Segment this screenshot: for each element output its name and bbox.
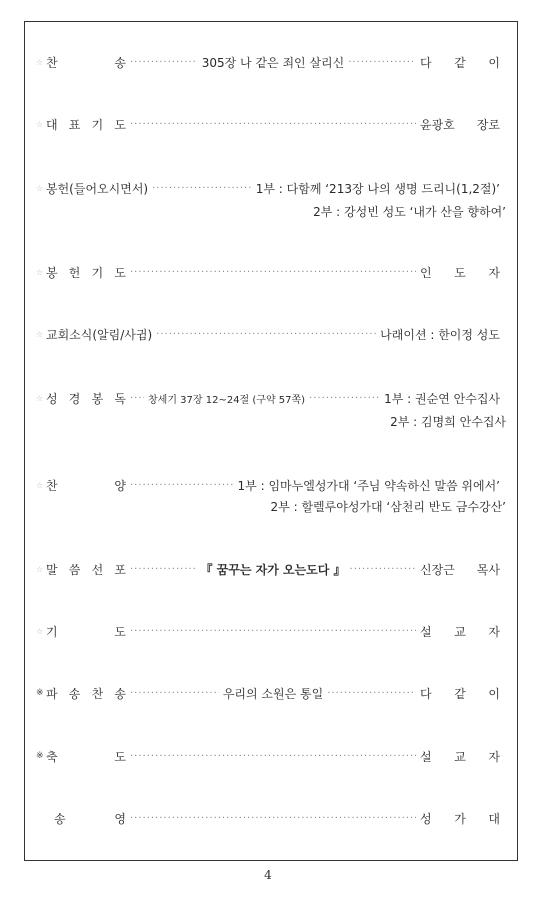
order-item-doxology — [36, 808, 500, 828]
hollow-star-icon: ☆ — [36, 329, 44, 339]
sermon-title: 『 꿈꾸는 자가 오는도다 』 — [200, 562, 346, 577]
hollow-star-icon: ☆ — [36, 183, 44, 193]
reference-mark-icon: ※ — [36, 688, 44, 698]
bulletin-frame — [24, 21, 518, 861]
order-item-choir-anthem — [36, 475, 500, 495]
order-item-representative-prayer — [36, 114, 500, 134]
item-label: 기 도 — [46, 624, 126, 639]
order-item-church-news — [36, 324, 500, 344]
item-label: 축 도 — [46, 749, 126, 764]
dot-leader — [130, 688, 219, 699]
order-item-scripture-reading-sub: 2부 : 김명희 안수집사 — [390, 415, 506, 429]
item-person: 다 같 이 — [420, 686, 500, 701]
dot-leader — [130, 564, 196, 575]
dot-leader — [348, 57, 416, 68]
dot-leader — [309, 393, 380, 404]
item-person: 나래이션 : 한이정 성도 — [380, 327, 500, 342]
item-person: 윤광호 장로 — [420, 117, 500, 132]
order-item-offering — [36, 178, 500, 198]
order-item-sermon — [36, 559, 500, 579]
item-content: 305장 나 같은 죄인 살리신 — [201, 55, 345, 70]
item-label: 성 경 봉 독 — [46, 391, 126, 406]
hollow-star-icon: ☆ — [36, 480, 44, 490]
item-label: 찬 송 — [46, 55, 126, 70]
item-label: 송 영 — [54, 811, 126, 826]
item-content: 우리의 소원은 통일 — [222, 686, 324, 701]
item-label: 봉헌(들어오시면서) — [46, 181, 149, 196]
dot-leader — [130, 813, 416, 824]
dot-leader — [130, 751, 416, 762]
item-person: 1부 : 권순연 안수집사 — [384, 391, 500, 406]
item-person: 설 교 자 — [420, 624, 500, 639]
item-label: 찬 양 — [46, 478, 126, 493]
order-item-hymn — [36, 52, 500, 72]
dot-leader — [156, 329, 376, 340]
order-item-sending-hymn — [36, 683, 500, 703]
dot-leader — [350, 564, 416, 575]
item-label: 봉 헌 기 도 — [46, 265, 126, 280]
page-number: 4 — [264, 868, 272, 882]
order-item-scripture-reading — [36, 388, 500, 408]
item-person: 다 같 이 — [420, 55, 500, 70]
item-label: 파 송 찬 송 — [46, 686, 126, 701]
dot-leader — [130, 57, 198, 68]
order-item-offering-prayer — [36, 262, 500, 282]
hollow-star-icon: ☆ — [36, 564, 44, 574]
hollow-star-icon: ☆ — [36, 393, 44, 403]
dot-leader — [130, 480, 234, 491]
item-content: 1부 : 임마누엘성가대 ‘주님 약속하신 말씀 위에서’ — [237, 478, 500, 493]
hollow-star-icon: ☆ — [36, 267, 44, 277]
item-label: 대 표 기 도 — [46, 117, 126, 132]
item-label: 말 씀 선 포 — [46, 562, 126, 577]
item-person: 설 교 자 — [420, 749, 500, 764]
item-person: 인 도 자 — [420, 265, 500, 280]
dot-leader — [130, 393, 144, 404]
dot-leader — [130, 626, 416, 637]
item-label: 교회소식(알림/사귐) — [46, 327, 153, 342]
item-person: 신장근 목사 — [419, 562, 500, 577]
dot-leader — [327, 688, 416, 699]
order-item-offering-sub: 2부 : 강성빈 성도 ‘내가 산을 향하여’ — [313, 205, 506, 219]
dot-leader — [130, 267, 416, 278]
order-item-benediction — [36, 746, 500, 766]
item-person: 성 가 대 — [420, 811, 500, 826]
item-content: 1부 : 다함께 ‘213장 나의 생명 드리니(1,2절)’ — [255, 181, 500, 196]
order-item-prayer — [36, 621, 500, 641]
reference-mark-icon: ※ — [36, 751, 44, 761]
hollow-star-icon: ☆ — [36, 57, 44, 67]
hollow-star-icon: ☆ — [36, 119, 44, 129]
item-content: 창세기 37장 12~24절 (구약 57쪽) — [148, 394, 306, 406]
dot-leader — [130, 119, 416, 130]
order-item-choir-anthem-sub: 2부 : 할렐루야성가대 ‘삼천리 반도 금수강산’ — [270, 500, 506, 514]
dot-leader — [152, 183, 252, 194]
hollow-star-icon: ☆ — [36, 626, 44, 636]
